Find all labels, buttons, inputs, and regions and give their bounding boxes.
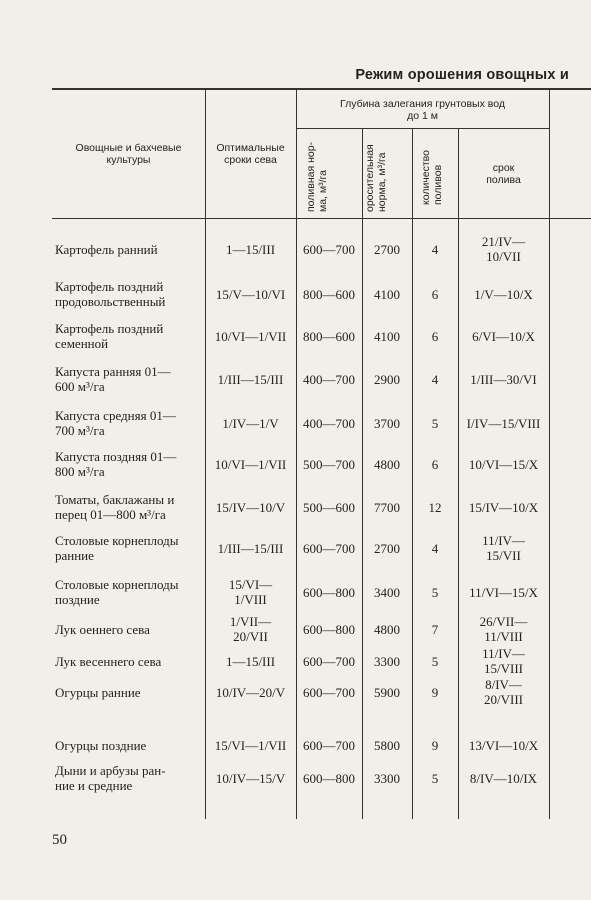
irrigation-count: 4 [431,372,439,387]
header-sowing-dates: Оптимальные сроки сева [216,142,285,166]
irrigation-term: 1/III—30/VI [470,372,537,387]
irrigation-norm: 2900 [374,372,400,387]
header-irrigation-term: срок полива [486,162,521,186]
sowing-dates: 15/VI— 1/VIII [228,577,273,607]
crop-name: Картофель поздний продовольственный [55,279,166,309]
irrigation-count: 9 [431,738,439,753]
irrigation-norm: 2700 [374,541,400,556]
irrigation-count: 6 [431,287,439,302]
irrigation-term: 8/IV—10/IX [469,771,538,786]
crop-name: Столовые корнеплоды ранние [55,533,179,563]
crop-name: Огурцы поздние [55,738,147,753]
page-number: 50 [52,832,67,848]
irrigation-rate: 600—700 [303,654,355,669]
irrigation-rate: 400—700 [303,372,355,387]
header-crop: Овощные и бахчевые культуры [75,142,182,166]
irrigation-term: 26/VII— 11/VIII [479,614,528,644]
page-running-title: Режим орошения овощных и [355,67,569,83]
header-irrigation-count: количество поливов [420,150,444,205]
irrigation-rate: 600—800 [303,585,355,600]
irrigation-rate: 600—700 [303,685,355,700]
crop-name: Лук весеннего сева [55,654,162,669]
irrigation-norm: 4100 [374,329,400,344]
sowing-dates: 1/IV—1/V [222,416,279,431]
sowing-dates: 15/V—10/VI [215,287,286,302]
irrigation-term: 10/VI—15/X [468,457,539,472]
crop-name: Дыни и арбузы ран- ние и средние [55,763,166,793]
depth-subheader-rule [296,128,549,129]
crop-name: Капуста поздняя 01— 800 м³/га [55,449,177,479]
column-divider-2 [296,89,297,819]
irrigation-count: 4 [431,541,439,556]
irrigation-norm: 7700 [374,500,400,515]
irrigation-count: 5 [431,585,439,600]
irrigation-count: 12 [428,500,442,515]
irrigation-term: I/IV—15/VIII [466,416,541,431]
sowing-dates: 10/VI—1/VII [214,329,287,344]
irrigation-norm: 4800 [374,457,400,472]
irrigation-norm: 3300 [374,771,400,786]
irrigation-term: 15/IV—10/X [468,500,539,515]
crop-name: Картофель поздний семенной [55,321,164,351]
irrigation-norm: 3400 [374,585,400,600]
irrigation-term: 11/IV— 15/VIII [482,646,525,676]
irrigation-term: 13/VI—10/X [468,738,539,753]
irrigation-count: 4 [431,242,439,257]
irrigation-term: 6/VI—10/X [472,329,535,344]
crop-name: Огурцы ранние [55,685,141,700]
sowing-dates: 10/IV—20/V [215,685,286,700]
irrigation-rate: 500—600 [303,500,355,515]
irrigation-norm: 3300 [374,654,400,669]
sowing-dates: 15/VI—1/VII [214,738,287,753]
sowing-dates: 10/VI—1/VII [214,457,287,472]
irrigation-count: 9 [431,685,439,700]
irrigation-rate: 600—800 [303,771,355,786]
irrigation-norm: 3700 [374,416,400,431]
sowing-dates: 10/IV—15/V [215,771,286,786]
column-divider-6 [549,89,550,819]
irrigation-norm: 5800 [374,738,400,753]
crop-name: Картофель ранний [55,242,158,257]
header-groundwater-depth: Глубина залегания грунтовых вод до 1 м [340,98,505,122]
irrigation-term: 11/IV— 15/VII [482,533,525,563]
irrigation-count: 5 [431,771,439,786]
crop-name: Капуста средняя 01— 700 м³/га [55,408,176,438]
irrigation-rate: 600—700 [303,242,355,257]
crop-name: Столовые корнеплоды поздние [55,577,179,607]
irrigation-rate: 500—700 [303,457,355,472]
irrigation-rate: 600—800 [303,622,355,637]
sowing-dates: 1—15/III [225,654,276,669]
irrigation-count: 6 [431,457,439,472]
irrigation-rate: 600—700 [303,541,355,556]
irrigation-count: 5 [431,416,439,431]
crop-name: Капуста ранняя 01— 600 м³/га [55,364,171,394]
sowing-dates: 1—15/III [225,242,276,257]
irrigation-norm: 4800 [374,622,400,637]
sowing-dates: 1/III—15/III [217,541,284,556]
irrigation-term: 1/V—10/X [474,287,533,302]
irrigation-count: 6 [431,329,439,344]
irrigation-rate: 600—700 [303,738,355,753]
irrigation-rate: 800—600 [303,329,355,344]
sowing-dates: 15/IV—10/V [215,500,286,515]
column-divider-5 [458,129,459,819]
table-top-rule [52,88,591,90]
column-divider-1 [205,89,206,819]
crop-name: Лук оеннего сева [55,622,150,637]
sowing-dates: 1/VII— 20/VII [229,614,272,644]
header-bottom-rule [52,218,591,219]
irrigation-norm: 2700 [374,242,400,257]
irrigation-count: 5 [431,654,439,669]
sowing-dates: 1/III—15/III [217,372,284,387]
header-irrigation-norm: оросительная норма, м³/га [364,144,388,212]
crop-name: Томаты, баклажаны и перец 01—800 м³/га [55,492,175,522]
irrigation-term: 11/VI—15/X [469,585,538,600]
column-divider-3 [362,129,363,819]
column-divider-4 [412,129,413,819]
irrigation-norm: 4100 [374,287,400,302]
irrigation-rate: 800—600 [303,287,355,302]
irrigation-norm: 5900 [374,685,400,700]
irrigation-term: 21/IV— 10/VII [481,234,526,264]
irrigation-term: 8/IV— 20/VIII [484,677,523,707]
irrigation-count: 7 [431,622,439,637]
irrigation-rate: 400—700 [303,416,355,431]
header-irrigation-rate: поливная нор- ма, м³/га [305,141,329,212]
